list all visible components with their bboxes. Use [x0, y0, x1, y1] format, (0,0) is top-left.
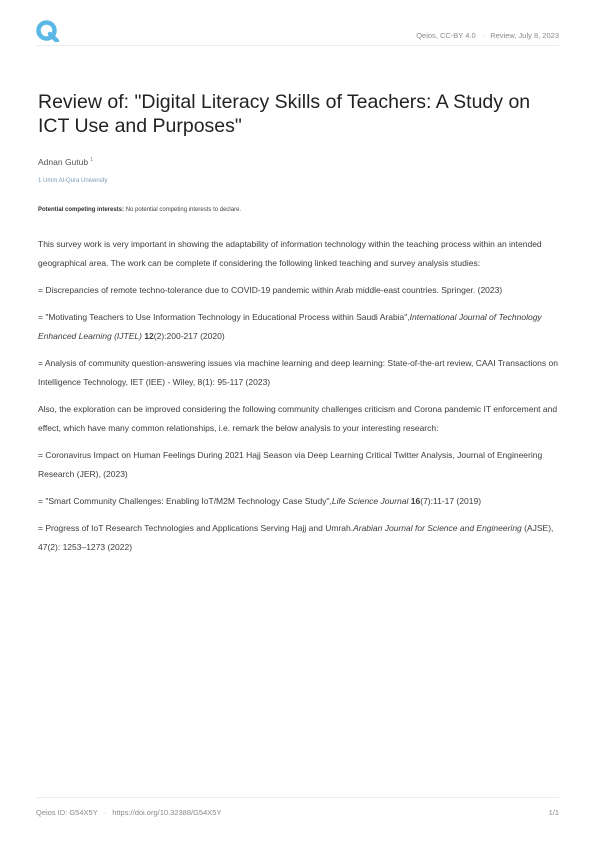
qeios-logo-icon[interactable]	[36, 20, 60, 42]
footer-meta	[36, 808, 221, 817]
reference-5-journal: Life Science Journal	[331, 496, 409, 506]
reference-6-journal: Arabian Journal for Science and Engineering	[353, 523, 522, 533]
page-number: 1/1	[548, 808, 559, 817]
reference-5-issue: (7):11-17 (2019)	[420, 496, 482, 506]
author-affiliation: 1 Umm Al-Qura University	[38, 178, 108, 184]
reference-2-journal: International Journal of Technology Enhanced Learning (IJTEL)	[38, 312, 542, 341]
reference-2-title: = "Motivating Teachers to Use Information Technology in Educational Process within Saudi Arabia",	[38, 312, 410, 322]
header-meta	[416, 31, 559, 40]
qeios-id: Qeios ID: G54X5Y	[36, 808, 98, 817]
reference-6-issue: (AJSE), 47(2): 1253–1273 (2022)	[38, 523, 554, 552]
competing-interests	[38, 207, 241, 213]
reference-6	[38, 519, 558, 557]
footer-separator: ·	[103, 808, 107, 817]
reference-4: = Coronavirus Impact on Human Feelings During 2021 Hajj Season via Deep Learning Critical Twitter Analysis, Journal of Engineering Research (JER), (2023)	[38, 450, 543, 479]
reference-2	[38, 308, 558, 346]
reference-1: = Discrepancies of remote techno-tolerance due to COVID-19 pandemic within Arab middle-east countries. Springer. (2023)	[38, 285, 503, 295]
reference-6-title: = Progress of IoT Research Technologies and Applications Serving Hajj and Umrah.	[38, 523, 354, 533]
author-name-text: Adnan Gutub	[38, 157, 89, 167]
competing-interests-label: Potential competing interests:	[38, 207, 125, 213]
article-title: Review of: "Digital Literacy Skills of Teachers: A Study on ICT Use and Purposes"	[38, 91, 531, 137]
reference-3: = Analysis of community question-answering issues via machine learning and deep learning: State-of-the-art review, CAAI Transactions on Intelligence Technology, IET (IEE) - Wiley, 8(1): 95-117 (2023)	[38, 358, 558, 387]
body-paragraph-1: This survey work is very important in showing the adaptability of information technology within the teaching process within an intended geographical area. The work can be complete if considering the following linked teaching and survey analysis studies:	[38, 239, 542, 268]
body-paragraph-2: Also, the exploration can be improved considering the following community challenges criticism and Corona pandemic IT enforcement and effect, which have many common relationships, i.e. remark the below analysis to your interesting research:	[38, 404, 558, 433]
footer-divider	[36, 797, 559, 798]
reference-5	[38, 492, 558, 511]
reference-5-volume: 16	[410, 496, 421, 506]
reference-2-volume: 12	[144, 331, 154, 341]
doi-link[interactable]: https://doi.org/10.32388/G54X5Y	[112, 808, 222, 817]
reference-5-title: = "Smart Community Challenges: Enabling IoT/M2M Technology Case Study",	[38, 496, 332, 506]
author-name[interactable]	[38, 157, 93, 167]
review-date: Review, July 8, 2023	[490, 31, 559, 40]
header-divider	[36, 45, 559, 46]
reference-2-issue: (2):200-217 (2020)	[153, 331, 225, 341]
license-text: Qeios, CC-BY 4.0	[416, 31, 476, 40]
review-body	[38, 235, 558, 565]
author-affiliation-marker: 1	[90, 157, 94, 164]
competing-interests-text: No potential competing interests to declare.	[125, 207, 242, 213]
header-separator: ·	[481, 31, 485, 40]
